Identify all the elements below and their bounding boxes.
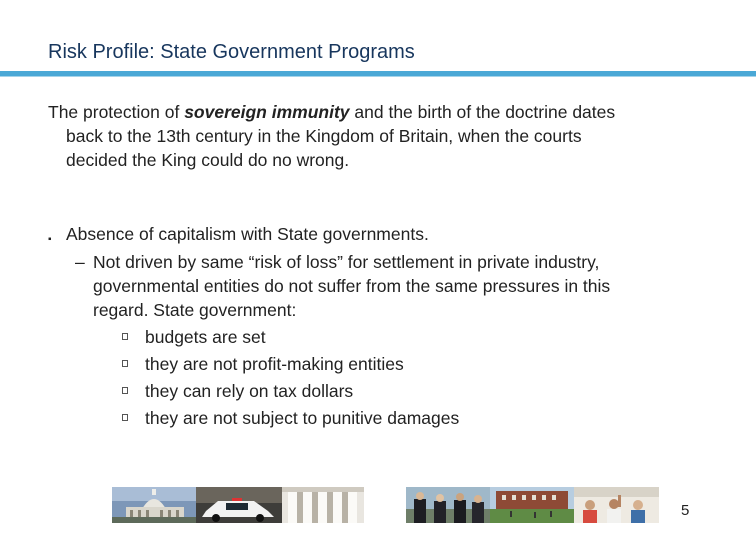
list-item — [119, 352, 733, 376]
list-item — [119, 379, 733, 403]
police-car-photo — [196, 487, 282, 523]
bullet-text: Absence of capitalism with State governments. — [66, 224, 429, 244]
sub-bullet-line-2: governmental entities do not suffer from the same pressures in this — [93, 276, 611, 296]
graduates-photo — [406, 487, 490, 523]
sub-bullet-line-1: Not driven by same “risk of loss” for settlement in private industry, — [93, 252, 600, 272]
intro-text: The protection of — [48, 102, 185, 122]
hollow-square-bullet-icon — [122, 414, 128, 421]
intro-line-2: back to the 13th century in the Kingdom of Britain, when the courts — [66, 126, 582, 146]
intro-paragraph — [48, 100, 728, 172]
list-item-text: they are not subject to punitive damages — [145, 408, 460, 428]
intro-line-1 — [48, 100, 728, 124]
title-divider-thin — [0, 76, 756, 77]
classroom-photo — [574, 487, 659, 523]
list-item-text: they are not profit-making entities — [145, 354, 404, 374]
bullet-list — [48, 222, 748, 426]
dash-bullet-icon: – — [75, 252, 85, 272]
hollow-square-bullet-icon — [122, 333, 128, 340]
intro-line-3: decided the King could do no wrong. — [66, 150, 350, 170]
hollow-square-bullet-icon — [122, 387, 128, 394]
intro-text: and the birth of the doctrine dates — [349, 102, 616, 122]
campus-photo — [490, 487, 574, 523]
square-bullet-icon: ▪ — [48, 234, 52, 245]
title-divider — [0, 71, 756, 77]
list-item-text: budgets are set — [145, 327, 266, 347]
sub-bullet-line-3: regard. State government: — [93, 300, 297, 320]
columns-photo — [282, 487, 364, 523]
slide-title: Risk Profile: State Government Programs — [48, 41, 415, 63]
capitol-photo — [112, 487, 196, 523]
list-item — [119, 325, 733, 349]
page-number: 5 — [681, 502, 690, 519]
sub-bullet-item — [75, 250, 733, 430]
list-item — [119, 406, 733, 430]
bullet-item — [48, 222, 748, 246]
intro-emphasis: sovereign immunity — [184, 102, 350, 122]
list-item-text: they can rely on tax dollars — [145, 381, 354, 401]
hollow-square-bullet-icon — [122, 360, 128, 367]
